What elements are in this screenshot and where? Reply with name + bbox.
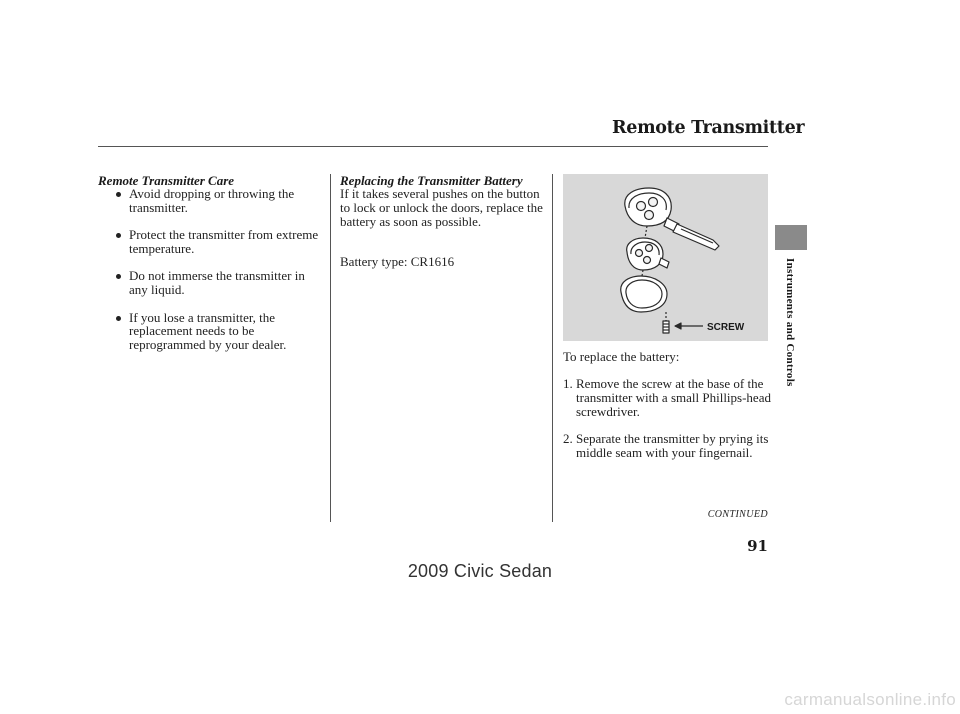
- column-divider-left: [330, 174, 331, 522]
- transmitter-exploded-figure: [563, 174, 768, 341]
- care-bullet-text: Protect the transmitter from extreme temperature.: [129, 227, 319, 256]
- care-bullet-item: [114, 269, 324, 297]
- care-bullet-list: [114, 187, 324, 366]
- care-bullet-item: [114, 228, 324, 256]
- footer-model: 2009 Civic Sedan: [407, 561, 553, 581]
- step-item: [563, 377, 773, 418]
- bullet-icon: [116, 192, 121, 197]
- bullet-icon: [116, 233, 121, 238]
- care-bullet-item: [114, 187, 324, 215]
- section-tab-marker: [775, 225, 807, 250]
- care-bullet-text: Avoid dropping or throwing the transmitter.: [129, 186, 295, 215]
- battery-steps: [563, 377, 773, 473]
- page-number: 91: [747, 537, 768, 555]
- step-number: 2.: [563, 430, 573, 446]
- bullet-icon: [116, 316, 121, 321]
- column-divider-right: [552, 174, 553, 522]
- title-rule: [98, 146, 768, 147]
- bullet-icon: [116, 274, 121, 279]
- battery-heading: Replacing the Transmitter Battery: [340, 173, 523, 188]
- battery-type: Battery type: CR1616: [340, 254, 455, 269]
- step-text: Remove the screw at the base of the transmitter with a small Phillips-head screwdriver.: [576, 376, 771, 419]
- transmitter-illustration: [563, 174, 768, 341]
- watermark: carmanualsonline.info: [784, 690, 956, 709]
- step-item: [563, 432, 773, 460]
- section-tab: [775, 258, 807, 387]
- battery-intro: If it takes several pushes on the button to lock or unlock the doors, replace the battery as soon as possible.: [340, 186, 543, 229]
- care-bullet-text: If you lose a transmitter, the replacement needs to be reprogrammed by your dealer.: [129, 309, 287, 353]
- steps-intro: To replace the battery:: [563, 349, 680, 364]
- care-bullet-item: [114, 311, 324, 352]
- screw-label: SCREW: [707, 322, 745, 333]
- care-bullet-text: Do not immerse the transmitter in any liquid.: [129, 268, 305, 298]
- step-number: 1.: [563, 376, 573, 391]
- step-text: Separate the transmitter by prying its middle seam with your fingernail.: [576, 430, 769, 460]
- care-heading: Remote Transmitter Care: [98, 173, 235, 188]
- continued-label: CONTINUED: [707, 509, 768, 520]
- section-tab-label: Instruments and Controls: [784, 258, 796, 387]
- page-title: Remote Transmitter: [612, 118, 805, 138]
